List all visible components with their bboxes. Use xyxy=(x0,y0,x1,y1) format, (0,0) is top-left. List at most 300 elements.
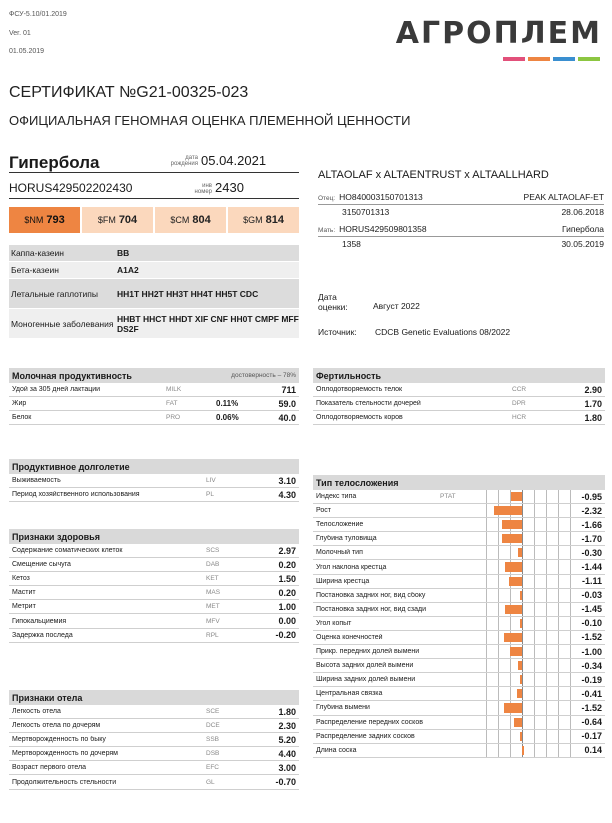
grid-line xyxy=(570,603,571,616)
trait-name: Постановка задних ног, вид сбоку xyxy=(316,591,426,599)
trait-code: SSB xyxy=(206,736,220,744)
grid-line xyxy=(486,504,487,517)
grid-line xyxy=(570,504,571,517)
trait-value: 0.00 xyxy=(278,616,296,627)
trait-code: PTAT xyxy=(440,493,456,501)
table-row xyxy=(313,575,605,589)
grid-line xyxy=(498,589,499,602)
trait-value: -0.41 xyxy=(581,688,602,699)
trait-code: LIV xyxy=(206,477,216,485)
type-section xyxy=(313,475,605,758)
trait-name: Легкость отела по дочерям xyxy=(12,722,101,730)
table-row xyxy=(313,490,605,504)
grid-line xyxy=(486,659,487,672)
trait-name: Содержание соматических клеток xyxy=(12,547,123,555)
table-row xyxy=(9,761,299,775)
grid-line xyxy=(570,631,571,644)
grid-line xyxy=(546,716,547,729)
table-row xyxy=(9,544,299,558)
grid-line xyxy=(534,730,535,743)
genetics-row: Летальные гаплотипы HH1T HH2T HH3T HH4T HH5T CDC xyxy=(9,279,299,309)
trait-code: HCR xyxy=(512,414,527,422)
table-row xyxy=(313,701,605,715)
grid-line xyxy=(534,687,535,700)
grid-line xyxy=(498,532,499,545)
grid-line xyxy=(522,589,523,602)
grid-line xyxy=(570,716,571,729)
grid-line xyxy=(558,716,559,729)
eval-date: Август 2022 xyxy=(373,301,420,311)
trait-name: Легкость отела xyxy=(12,708,61,716)
table-row xyxy=(9,586,299,600)
trait-value: 4.40 xyxy=(278,748,296,759)
trait-bar-fill xyxy=(510,647,522,656)
trait-value: -1.45 xyxy=(581,604,602,615)
grid-line xyxy=(522,716,523,729)
table-row xyxy=(9,558,299,572)
trait-code: MILK xyxy=(166,386,182,394)
trait-code: FAT xyxy=(166,400,178,408)
eval-date-label: Дата оценки: xyxy=(318,292,348,312)
trait-value: -0.03 xyxy=(581,590,602,601)
trait-bar-fill xyxy=(494,506,522,515)
agroplem-logo: АГРОПЛЕМ xyxy=(395,16,602,51)
trait-bar xyxy=(486,504,572,517)
trait-code: MET xyxy=(206,603,220,611)
trait-bar xyxy=(486,575,572,588)
grid-line xyxy=(486,490,487,503)
grid-line xyxy=(534,560,535,573)
table-row xyxy=(313,560,605,574)
grid-line xyxy=(498,603,499,616)
stripe-pink xyxy=(503,57,525,61)
trait-name: Оценка конечностей xyxy=(316,633,383,641)
genetics-row: Моногенные заболевания HHBT HHCT HHDT XIF CNF HH0T CMPF MFF DS2F xyxy=(9,309,299,339)
grid-line xyxy=(522,560,523,573)
table-row xyxy=(313,716,605,730)
grid-line xyxy=(546,744,547,757)
table-row xyxy=(313,730,605,744)
dam-row: Мать: HORUS429509801358 Гипербола xyxy=(318,224,604,234)
trait-name: Ширина крестца xyxy=(316,577,370,585)
trait-bar-fill xyxy=(511,492,522,501)
grid-line xyxy=(510,687,511,700)
table-row xyxy=(9,488,299,502)
trait-name: Гипокальциемия xyxy=(12,617,67,625)
grid-line xyxy=(558,673,559,686)
trait-value: 0.14 xyxy=(584,745,602,756)
grid-line xyxy=(510,617,511,630)
grid-line xyxy=(486,687,487,700)
trait-bar xyxy=(486,560,572,573)
grid-line xyxy=(558,490,559,503)
trait-name: Мертворожденность по быку xyxy=(12,736,106,744)
grid-line xyxy=(534,546,535,559)
trait-value: -1.11 xyxy=(581,576,602,587)
grid-line xyxy=(486,716,487,729)
grid-line xyxy=(486,701,487,714)
grid-line xyxy=(546,518,547,531)
grid-line xyxy=(558,701,559,714)
grid-line xyxy=(522,532,523,545)
trait-bar-fill xyxy=(504,633,522,642)
trait-name: Период хозяйственного использования xyxy=(12,491,140,499)
grid-line xyxy=(534,701,535,714)
trait-name: Высота задних долей вымени xyxy=(316,662,414,670)
doc-date: 01.05.2019 xyxy=(9,48,45,55)
trait-code: PRO xyxy=(166,414,181,422)
grid-line xyxy=(546,546,547,559)
trait-name: Прикр. передних долей вымени xyxy=(316,648,420,656)
trait-code: CCR xyxy=(512,386,527,394)
table-row xyxy=(313,673,605,687)
trait-code: SCE xyxy=(206,708,220,716)
trait-bar xyxy=(486,518,572,531)
trait-value: -0.20 xyxy=(275,630,296,641)
grid-line xyxy=(546,504,547,517)
section-title: Признаки отела xyxy=(12,692,83,703)
grid-line xyxy=(534,504,535,517)
trait-name: Выживаемость xyxy=(12,477,61,485)
grid-line xyxy=(558,631,559,644)
trait-bar xyxy=(486,645,572,658)
trait-value: -1.00 xyxy=(581,646,602,657)
trait-code: MAS xyxy=(206,589,221,597)
trait-name: Показатель стельности дочерей xyxy=(316,400,421,408)
trait-code: DCE xyxy=(206,722,220,730)
trait-bar-fill xyxy=(502,520,522,529)
milk-section xyxy=(9,368,299,425)
trait-bar xyxy=(486,730,572,743)
grid-line xyxy=(546,617,547,630)
genetics-row: Бета-казеин A1A2 xyxy=(9,262,299,279)
trait-bar-fill xyxy=(517,689,522,698)
divider xyxy=(318,204,604,205)
section-title: Продуктивное долголетие xyxy=(12,461,130,472)
trait-code: GL xyxy=(206,778,215,786)
grid-line xyxy=(570,490,571,503)
grid-line xyxy=(522,687,523,700)
trait-value: 1.70 xyxy=(584,398,602,409)
table-row xyxy=(313,645,605,659)
grid-line xyxy=(498,560,499,573)
grid-line xyxy=(498,518,499,531)
trait-value: 40.0 xyxy=(278,412,296,423)
doc-version: Ver. 01 xyxy=(9,30,31,37)
grid-line xyxy=(510,589,511,602)
grid-line xyxy=(558,532,559,545)
trait-bar-fill xyxy=(520,591,522,600)
grid-line xyxy=(498,730,499,743)
grid-line xyxy=(498,490,499,503)
trait-bar-fill xyxy=(520,675,522,684)
stripe-green xyxy=(578,57,600,61)
animal-id: HORUS429502202430 xyxy=(9,181,133,195)
table-row xyxy=(313,546,605,560)
trait-value: -0.70 xyxy=(275,777,296,788)
trait-value: 711 xyxy=(281,384,296,395)
grid-line xyxy=(534,589,535,602)
trait-name: Центральная связка xyxy=(316,690,383,698)
grid-line xyxy=(570,518,571,531)
reliability: достоверность – 78% xyxy=(231,372,296,379)
trait-name: Угол копыт xyxy=(316,619,352,627)
table-row xyxy=(9,775,299,789)
table-row xyxy=(9,719,299,733)
grid-line xyxy=(498,687,499,700)
certificate-subtitle: ОФИЦИАЛЬНАЯ ГЕНОМНАЯ ОЦЕНКА ПЛЕМЕННОЙ ЦЕННОСТИ xyxy=(9,113,411,128)
table-row xyxy=(313,659,605,673)
table-row xyxy=(313,383,605,397)
trait-bar xyxy=(486,673,572,686)
trait-name: Рост xyxy=(316,507,331,515)
trait-value: -1.44 xyxy=(581,562,602,573)
table-row xyxy=(9,629,299,643)
fertility-section xyxy=(313,368,605,425)
trait-name: Оплодотворяемость телок xyxy=(316,386,403,394)
trait-name: Длина соска xyxy=(316,746,357,754)
grid-line xyxy=(558,504,559,517)
trait-code: PL xyxy=(206,491,214,499)
trait-bar-fill xyxy=(518,548,522,557)
trait-value: 2.30 xyxy=(278,720,296,731)
trait-bar-fill xyxy=(505,605,522,614)
grid-line xyxy=(486,589,487,602)
grid-line xyxy=(570,532,571,545)
grid-line xyxy=(570,659,571,672)
grid-line xyxy=(498,701,499,714)
grid-line xyxy=(534,490,535,503)
index-nm: $NM 793 xyxy=(9,207,80,233)
table-row xyxy=(9,474,299,488)
index-cm: $CM 804 xyxy=(155,207,226,233)
grid-line xyxy=(558,589,559,602)
grid-line xyxy=(498,659,499,672)
grid-line xyxy=(498,617,499,630)
trait-value: -0.17 xyxy=(581,731,602,742)
certificate-title: СЕРТИФИКАТ №G21-00325-023 xyxy=(9,84,249,101)
grid-line xyxy=(534,659,535,672)
trait-bar xyxy=(486,631,572,644)
grid-line xyxy=(546,631,547,644)
table-row xyxy=(313,617,605,631)
grid-line xyxy=(546,490,547,503)
trait-bar xyxy=(486,744,572,757)
grid-line xyxy=(534,716,535,729)
grid-line xyxy=(522,673,523,686)
grid-line xyxy=(522,645,523,658)
table-row xyxy=(313,744,605,758)
trait-code: KET xyxy=(206,575,219,583)
grid-line xyxy=(486,744,487,757)
grid-line xyxy=(546,659,547,672)
grid-line xyxy=(498,575,499,588)
grid-line xyxy=(522,730,523,743)
trait-name: Мертворожденность по дочерям xyxy=(12,750,118,758)
table-row xyxy=(313,518,605,532)
grid-line xyxy=(486,617,487,630)
table-row xyxy=(313,589,605,603)
grid-line xyxy=(570,560,571,573)
grid-line xyxy=(558,659,559,672)
trait-bar-fill xyxy=(522,746,524,755)
section-title: Тип телосложения xyxy=(316,477,399,488)
grid-line xyxy=(510,659,511,672)
grid-line xyxy=(486,532,487,545)
trait-name: Жир xyxy=(12,400,27,408)
trait-value: 4.30 xyxy=(278,489,296,500)
grid-line xyxy=(522,575,523,588)
trait-value: 1.00 xyxy=(278,601,296,612)
grid-line xyxy=(510,744,511,757)
trait-bar-fill xyxy=(520,732,522,741)
grid-line xyxy=(486,560,487,573)
trait-name: Индекс типа xyxy=(316,493,357,501)
trait-bar xyxy=(486,546,572,559)
trait-bar xyxy=(486,716,572,729)
trait-bar xyxy=(486,603,572,616)
genetics-table xyxy=(9,245,299,339)
trait-code: MFV xyxy=(206,617,220,625)
grid-line xyxy=(486,546,487,559)
trait-value: -1.52 xyxy=(581,702,602,713)
grid-line xyxy=(522,504,523,517)
index-gm: $GM 814 xyxy=(228,207,299,233)
table-row xyxy=(313,603,605,617)
grid-line xyxy=(522,701,523,714)
grid-line xyxy=(486,518,487,531)
grid-line xyxy=(558,518,559,531)
table-row xyxy=(9,733,299,747)
grid-line xyxy=(570,589,571,602)
trait-value: -0.95 xyxy=(581,491,602,502)
grid-line xyxy=(546,701,547,714)
grid-line xyxy=(570,546,571,559)
grid-line xyxy=(522,518,523,531)
grid-line xyxy=(570,730,571,743)
sire-row: Отец: HO840003150701313 PEAK ALTAOLAF-ET xyxy=(318,192,604,202)
trait-value: 3.00 xyxy=(278,762,296,773)
trait-code: RPL xyxy=(206,631,219,639)
trait-value: 2.97 xyxy=(278,545,296,556)
table-row xyxy=(9,747,299,761)
grid-line xyxy=(510,716,511,729)
trait-bar xyxy=(486,617,572,630)
trait-name: Смещение сычуга xyxy=(12,561,71,569)
trait-code: EFC xyxy=(206,764,219,772)
divider xyxy=(9,172,299,173)
trait-name: Ширина задних долей вымени xyxy=(316,676,416,684)
trait-name: Кетоз xyxy=(12,575,30,583)
grid-line xyxy=(546,645,547,658)
trait-value: -1.70 xyxy=(581,533,602,544)
birth-date: 05.04.2021 xyxy=(201,153,267,168)
grid-line xyxy=(486,631,487,644)
trait-bar xyxy=(486,687,572,700)
trait-name: Задержка последа xyxy=(12,631,73,639)
dam-inv-row: 1358 30.05.2019 xyxy=(342,239,604,249)
grid-line xyxy=(558,546,559,559)
grid-line xyxy=(486,730,487,743)
trait-percent: 0.06% xyxy=(216,413,239,423)
trait-name: Продолжительность стельности xyxy=(12,778,117,786)
grid-line xyxy=(498,744,499,757)
grid-line xyxy=(546,560,547,573)
trait-bar xyxy=(486,490,572,503)
trait-bar xyxy=(486,532,572,545)
divider xyxy=(318,236,604,237)
trait-name: Белок xyxy=(12,414,32,422)
table-row xyxy=(9,614,299,628)
grid-line xyxy=(570,701,571,714)
doc-code: ФСУ-5.10/01.2019 xyxy=(9,11,67,18)
trait-value: 1.80 xyxy=(278,706,296,717)
grid-line xyxy=(546,730,547,743)
trait-value: 0.20 xyxy=(278,587,296,598)
grid-line xyxy=(546,673,547,686)
trait-bar xyxy=(486,701,572,714)
source-label: Источник: xyxy=(318,327,357,337)
stripe-orange xyxy=(528,57,550,61)
table-row xyxy=(9,572,299,586)
grid-line xyxy=(486,575,487,588)
trait-name: Распределение передних сосков xyxy=(316,718,423,726)
table-row xyxy=(313,532,605,546)
grid-line xyxy=(558,730,559,743)
trait-code: DSB xyxy=(206,750,220,758)
grid-line xyxy=(534,645,535,658)
grid-line xyxy=(486,603,487,616)
inv-number: 2430 xyxy=(215,180,244,195)
trait-bar-fill xyxy=(509,577,522,586)
grid-line xyxy=(570,744,571,757)
trait-name: Оплодотворяемость коров xyxy=(316,414,403,422)
trait-bar-fill xyxy=(518,661,522,670)
trait-name: Распределение задних сосков xyxy=(316,732,415,740)
grid-line xyxy=(522,603,523,616)
health-section xyxy=(9,529,299,643)
grid-line xyxy=(558,560,559,573)
trait-name: Телосложение xyxy=(316,521,364,529)
grid-line xyxy=(498,631,499,644)
table-row xyxy=(9,411,299,425)
trait-value: -0.64 xyxy=(581,717,602,728)
grid-line xyxy=(570,673,571,686)
grid-line xyxy=(558,687,559,700)
grid-line xyxy=(510,546,511,559)
grid-line xyxy=(522,631,523,644)
trait-value: -1.52 xyxy=(581,632,602,643)
table-row xyxy=(313,411,605,425)
grid-line xyxy=(570,645,571,658)
trait-value: 2.90 xyxy=(584,384,602,395)
logo-stripes xyxy=(503,57,600,61)
grid-line xyxy=(546,603,547,616)
grid-line xyxy=(510,730,511,743)
grid-line xyxy=(546,575,547,588)
grid-line xyxy=(522,490,523,503)
animal-name: Гипербола xyxy=(9,153,100,172)
birth-date-label: дата рождения xyxy=(170,155,198,167)
trait-code: DPR xyxy=(512,400,526,408)
table-row xyxy=(9,383,299,397)
trait-bar-fill xyxy=(514,718,522,727)
grid-line xyxy=(558,603,559,616)
grid-line xyxy=(534,603,535,616)
trait-value: -0.34 xyxy=(581,660,602,671)
grid-line xyxy=(522,546,523,559)
table-row xyxy=(313,687,605,701)
